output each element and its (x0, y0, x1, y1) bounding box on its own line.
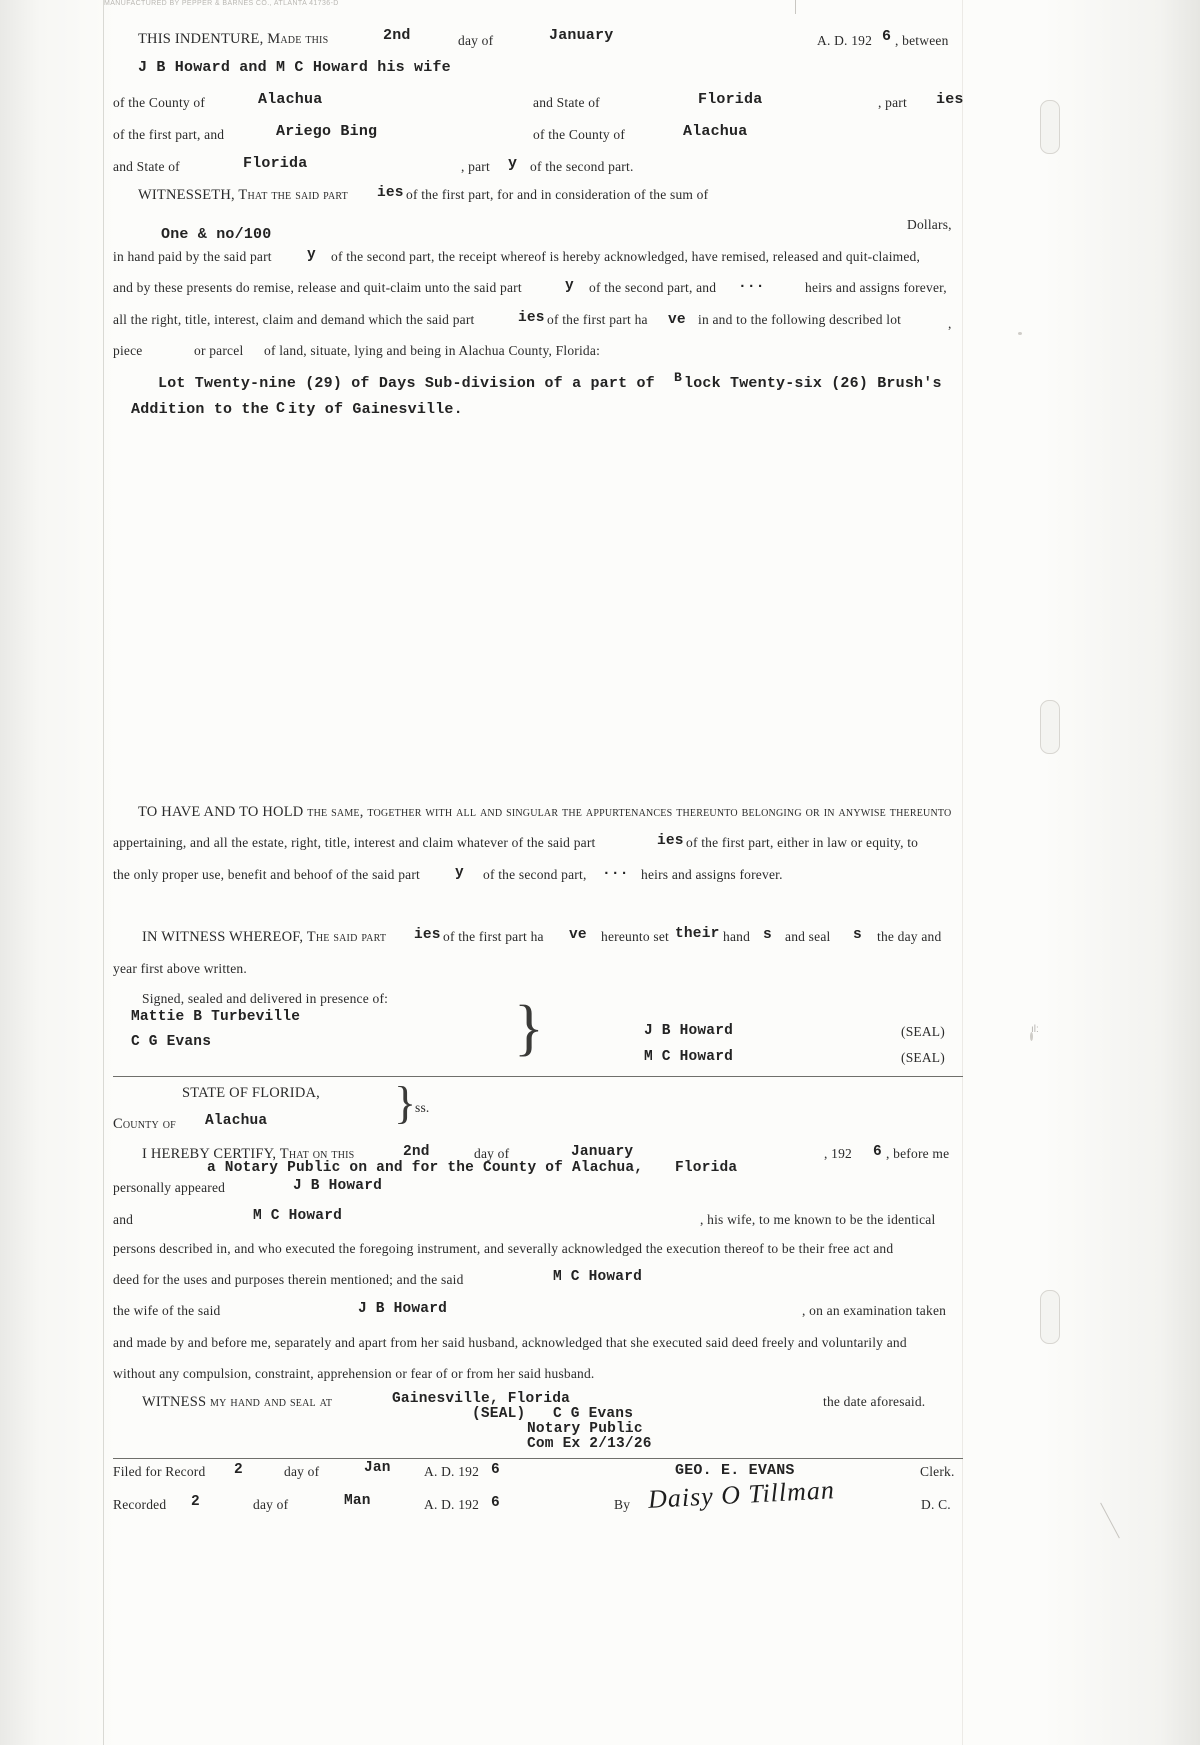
dollars-label: Dollars, (907, 217, 952, 232)
quitclaim-clause-a: and by these presents do remise, release and quit-claim unto the said part (113, 280, 522, 295)
witness-name-1: Mattie B Turbeville (131, 1009, 301, 1025)
notary-authority-state: Florida (675, 1160, 738, 1176)
in-witness-whereof-b: of the first part ha (443, 929, 544, 944)
have-suffix-2: ve (569, 927, 587, 943)
habendum-line-1: TO HAVE AND TO HOLD the same, together with all and singular the appurtenances thereunto belonging or in anywise thereunto (138, 804, 952, 820)
their-word: their (675, 926, 720, 942)
deputy-clerk-signature: Daisy O Tillman (647, 1475, 836, 1514)
consideration-amount: One & no/100 (161, 226, 272, 243)
granting-clause-c: in and to the following described lot (698, 312, 902, 327)
heirs-dots-1: ... (738, 276, 765, 292)
part-suffix-3: ies (377, 185, 404, 201)
parcel-label: or parcel (194, 343, 244, 358)
seal-plural-s: s (853, 927, 862, 943)
by-label: By (614, 1497, 631, 1512)
legal-description-block-letter: B (674, 370, 683, 385)
date-aforesaid-label: the date aforesaid. (823, 1394, 926, 1409)
acknowledged-person-1: J B Howard (293, 1178, 383, 1194)
part-suffix-2: y (508, 155, 518, 172)
filed-year: 6 (491, 1462, 500, 1478)
notary-commission-expiry: Com Ex 2/13/26 (527, 1436, 652, 1452)
dayof-label-2: day of (474, 1146, 510, 1161)
in-witness-whereof-a: IN WITNESS WHEREOF, The said part (142, 929, 387, 945)
ss-label: ss. (415, 1100, 430, 1115)
habendum-line-2b: of the first part, either in law or equity, to (686, 835, 919, 850)
hand-label: hand (723, 929, 751, 944)
grantor-county: Alachua (258, 91, 323, 108)
granting-clause-a: all the right, title, interest, claim and demand which the said part (113, 312, 475, 327)
have-suffix-1: ve (668, 312, 686, 328)
filed-month: Jan (364, 1460, 391, 1476)
execution-year: 6 (882, 28, 892, 45)
legal-description-line2a: Addition to the (131, 401, 270, 418)
acknowledgment-county: Alachua (205, 1113, 268, 1129)
county-of-label-3: County of (113, 1116, 176, 1132)
consideration-receipt-a: in hand paid by the said part (113, 249, 272, 264)
recorded-day: 2 (191, 1494, 200, 1510)
acknowledgment-month: January (571, 1144, 634, 1160)
dayof-label-1: day of (458, 33, 494, 48)
part-suffix-1: ies (936, 91, 964, 108)
first-part-label: of the first part, and (113, 127, 225, 142)
notary-authority-line: a Notary Public on and for the County of Alachua, (207, 1160, 644, 1176)
legal-description-line2b: C (276, 400, 286, 417)
in-witness-whereof-e: year first above written. (113, 961, 247, 976)
acknowledgment-line-e: without any compulsion, constraint, apprehension or fear of or from her said husband. (113, 1366, 595, 1381)
grantor-signature-2: M C Howard (644, 1049, 734, 1065)
quitclaim-clause-b: of the second part, and (589, 280, 717, 295)
legal-description-line1: Lot Twenty-nine (29) of Days Sub-division of a part of (158, 375, 655, 392)
county-of-label-1: of the County of (113, 95, 206, 110)
granting-clause-comma: , (948, 316, 952, 331)
examination-taken-label: , on an examination taken (802, 1303, 947, 1318)
recorded-year: 6 (491, 1495, 500, 1511)
and-seal-label: and seal (785, 929, 831, 944)
ad-label-2: , 192 (824, 1146, 852, 1161)
personally-appeared-label: personally appeared (113, 1180, 226, 1195)
witness-name-2: C G Evans (131, 1034, 212, 1050)
grantor-state: Florida (698, 91, 763, 108)
grantee-county: Alachua (683, 123, 748, 140)
part-suffix-8: y (455, 865, 464, 881)
printer-imprint: MANUFACTURED BY PEPPER & BARNES CO., ATLANTA 41736-D (104, 0, 339, 7)
ad-label-3: A. D. 192 (424, 1464, 480, 1479)
acknowledgment-line-b: deed for the uses and purposes therein mentioned; and the said (113, 1272, 464, 1287)
indenture-opening: THIS INDENTURE, Made this (138, 31, 329, 47)
seal-marker-1: (SEAL) (901, 1024, 945, 1039)
part-label-1: , part (878, 95, 907, 110)
legal-description-line1b: lock Twenty-six (26) Brush's (684, 375, 942, 392)
state-of-florida-label: STATE OF FLORIDA, (182, 1085, 320, 1101)
grantor-signature-1: J B Howard (644, 1023, 734, 1039)
habendum-line-2a: appertaining, and all the estate, right, title, interest and claim whatever of the said part (113, 835, 596, 850)
legal-description-line2c: ity of Gainesville. (288, 401, 463, 418)
part-suffix-7: ies (657, 833, 684, 849)
deputy-clerk-label: D. C. (921, 1497, 951, 1512)
part-suffix-6: ies (518, 310, 545, 326)
filed-day: 2 (234, 1462, 243, 1478)
grantor-names: J B Howard and M C Howard his wife (138, 59, 451, 76)
recorded-label: Recorded (113, 1497, 167, 1512)
granting-clause-b: of the first part ha (547, 312, 648, 327)
section-divider-1 (113, 1076, 963, 1077)
habendum-line-3a: the only proper use, benefit and behoof of the said part (113, 867, 420, 882)
witnesseth-clause: WITNESSETH, That the said part (138, 187, 348, 203)
piece-label: piece (113, 343, 143, 358)
dayof-label-3: day of (284, 1464, 320, 1479)
notarization-place: Gainesville, Florida (392, 1391, 571, 1407)
grantee-state: Florida (243, 155, 308, 172)
in-witness-whereof-d: the day and (877, 929, 942, 944)
ad-label-4: A. D. 192 (424, 1497, 480, 1512)
clerk-label: Clerk. (920, 1464, 955, 1479)
execution-month: January (549, 27, 614, 44)
land-situate-label: of land, situate, lying and being in Alachua County, Florida: (264, 343, 601, 358)
in-witness-whereof-c: hereunto set (601, 929, 670, 944)
signed-sealed-delivered: Signed, sealed and delivered in presence of: (142, 991, 389, 1006)
second-part-label: of the second part. (530, 159, 634, 174)
signature-brace: } (514, 994, 544, 1062)
heirs-dots-2: ... (602, 863, 629, 879)
before-me-label: , before me (886, 1146, 950, 1161)
witnesseth-clause-cont: of the first part, for and in consideration of the sum of (406, 187, 709, 202)
part-suffix-9: ies (414, 927, 441, 943)
filed-for-record-label: Filed for Record (113, 1464, 206, 1479)
habendum-line-3b: of the second part, (483, 867, 587, 882)
and-state-of-label-1: and State of (533, 95, 600, 110)
section-divider-2 (113, 1458, 963, 1459)
acknowledgment-brace: } (394, 1077, 417, 1128)
scan-edge-mark (1100, 1503, 1120, 1539)
wife-of-said-label: the wife of the said (113, 1303, 221, 1318)
acknowledgment-day: 2nd (403, 1144, 430, 1160)
acknowledgment-line-a: persons described in, and who executed the foregoing instrument, and severally acknowledged the execution thereof to be their free act and (113, 1241, 894, 1256)
quitclaim-clause-c: heirs and assigns forever, (805, 280, 947, 295)
recorded-month: Man (344, 1493, 371, 1509)
notary-seal-marker: (SEAL) (472, 1406, 526, 1422)
and-state-of-label-2: and State of (113, 159, 180, 174)
county-of-label-2: of the County of (533, 127, 626, 142)
grantee-name: Ariego Bing (276, 123, 378, 140)
acknowledgment-year: 6 (873, 1144, 882, 1160)
acknowledgment-line-d: and made by and before me, separately and apart from her said husband, acknowledged that she executed said deed freely and voluntarily and (113, 1335, 907, 1350)
his-wife-label: , his wife, to me known to be the identical (700, 1212, 936, 1227)
habendum-line-3c: heirs and assigns forever. (641, 867, 783, 882)
husband-name: J B Howard (358, 1301, 448, 1317)
between-label: , between (895, 33, 949, 48)
witness-my-hand-label: WITNESS my hand and seal at (142, 1394, 333, 1410)
scan-speck: ıl: (1031, 1024, 1039, 1035)
seal-marker-2: (SEAL) (901, 1050, 945, 1065)
part-label-2: , part (461, 159, 490, 174)
part-suffix-4: y (307, 247, 316, 263)
consideration-receipt-b: of the second part, the receipt whereof is hereby acknowledged, have remised, released and quit-claimed, (331, 249, 921, 264)
clerk-name: GEO. E. EVANS (675, 1462, 795, 1479)
ad-label-1: A. D. 192 (817, 33, 873, 48)
and-label: and (113, 1212, 134, 1227)
wife-name: M C Howard (553, 1269, 643, 1285)
execution-day: 2nd (383, 27, 411, 44)
dayof-label-4: day of (253, 1497, 289, 1512)
notary-name: C G Evans (553, 1406, 634, 1422)
notary-title: Notary Public (527, 1421, 643, 1437)
hereby-certify-label: I HEREBY CERTIFY, That on this (142, 1146, 355, 1162)
acknowledged-person-2: M C Howard (253, 1208, 343, 1224)
hand-plural-s: s (763, 927, 772, 943)
part-suffix-5: y (565, 278, 574, 294)
